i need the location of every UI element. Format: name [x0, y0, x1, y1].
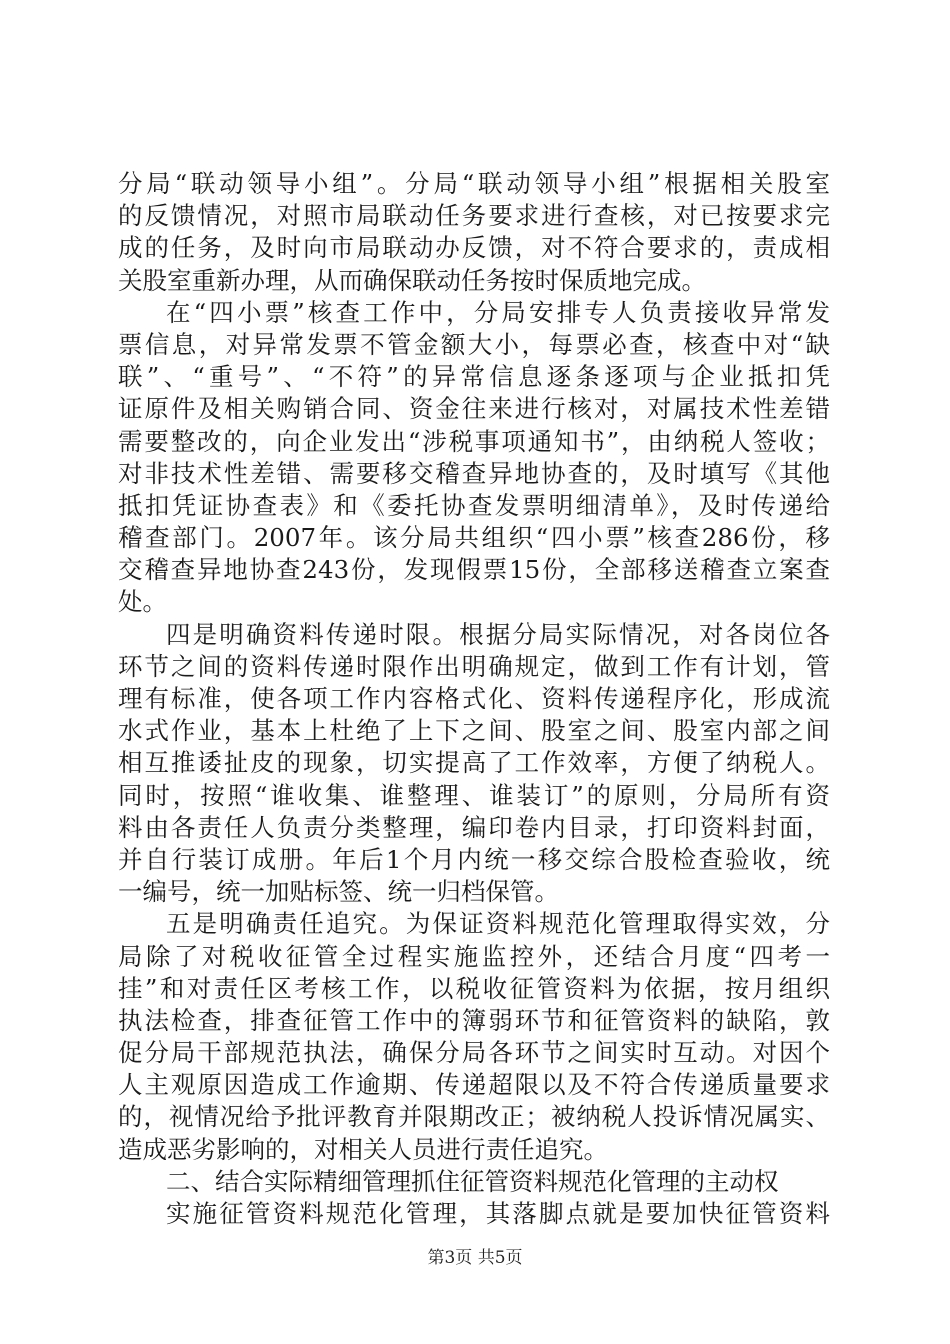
text-line: 关股室重新办理，从而确保联动任务按时保质地完成。 — [118, 265, 706, 295]
page-footer: 第3页 共5页 — [427, 1248, 523, 1268]
text-line: 五是明确责任追究。为保证资料规范化管理取得实效，分 — [166, 909, 830, 939]
text-line: 并自行装订成册。年后1个月内统一移交综合股检查验收，统 — [118, 844, 830, 874]
text-line: 同时，按照“谁收集、谁整理、谁装订”的原则，分局所有资 — [118, 780, 830, 810]
text-line: 处。 — [118, 587, 167, 617]
text-line: 需要整改的，向企业发出“涉税事项通知书”，由纳税人签收； — [118, 426, 830, 456]
text-line: 四是明确资料传递时限。根据分局实际情况，对各岗位各 — [166, 619, 830, 649]
text-line: 造成恶劣影响的，对相关人员进行责任追究。 — [118, 1134, 608, 1164]
text-line: 在“四小票”核查工作中，分局安排专人负责接收异常发 — [166, 297, 830, 327]
text-line: 实施征管资料规范化管理，其落脚点就是要加快征管资料 — [166, 1199, 830, 1228]
text-line: 二、结合实际精细管理抓住征管资料规范化管理的主动权 — [166, 1166, 779, 1196]
text-line: 挂”和对责任区考核工作，以税收征管资料为依据，按月组织 — [118, 973, 830, 1003]
document-body — [118, 168, 830, 1230]
text-line: 票信息，对异常发票不管金额大小，每票必查，核查中对“缺 — [118, 329, 830, 359]
text-line: 相互推诿扯皮的现象，切实提高了工作效率，方便了纳税人。 — [118, 748, 830, 778]
text-line: 促分局干部规范执法，确保分局各环节之间实时互动。对因个 — [118, 1038, 830, 1068]
text-line: 交稽查异地协查243份，发现假票15份，全部移送稽查立案查 — [118, 555, 830, 585]
text-line: 人主观原因造成工作逾期、传递超限以及不符合传递质量要求 — [118, 1070, 830, 1100]
text-line: 的，视情况给予批评教育并限期改正；被纳税人投诉情况属实、 — [118, 1102, 830, 1132]
text-line: 对非技术性差错、需要移交稽查异地协查的，及时填写《其他 — [118, 458, 830, 488]
text-line: 局除了对税收征管全过程实施监控外，还结合月度“四考一 — [118, 941, 830, 971]
text-line: 执法检查，排查征管工作中的簿弱环节和征管资料的缺陷，敦 — [118, 1005, 830, 1035]
text-line: 成的任务，及时向市局联动办反馈，对不符合要求的，责成相 — [118, 233, 830, 263]
text-line: 证原件及相关购销合同、资金往来进行核对，对属技术性差错 — [118, 394, 830, 424]
text-line: 水式作业，基本上杜绝了上下之间、股室之间、股室内部之间 — [118, 716, 830, 746]
text-line: 联”、“重号”、“不符”的异常信息逐条逐项与企业抵扣凭 — [118, 362, 830, 392]
text-line: 理有标准，使各项工作内容格式化、资料传递程序化，形成流 — [118, 684, 830, 713]
text-line: 稽查部门。2007年。该分局共组织“四小票”核查286份，移 — [118, 523, 830, 553]
text-line: 抵扣凭证协查表》和《委托协查发票明细清单》，及时传递给 — [118, 490, 830, 520]
text-line: 一编号，统一加贴标签、统一归档保管。 — [118, 877, 559, 907]
text-line: 分局“联动领导小组”。分局“联动领导小组”根据相关股室 — [118, 169, 830, 198]
text-line: 料由各责任人负责分类整理，编印卷内目录，打印资料封面， — [118, 812, 830, 842]
text-line: 的反馈情况，对照市局联动任务要求进行查核，对已按要求完 — [118, 201, 830, 231]
text-line: 环节之间的资料传递时限作出明确规定，做到工作有计划，管 — [118, 651, 830, 681]
